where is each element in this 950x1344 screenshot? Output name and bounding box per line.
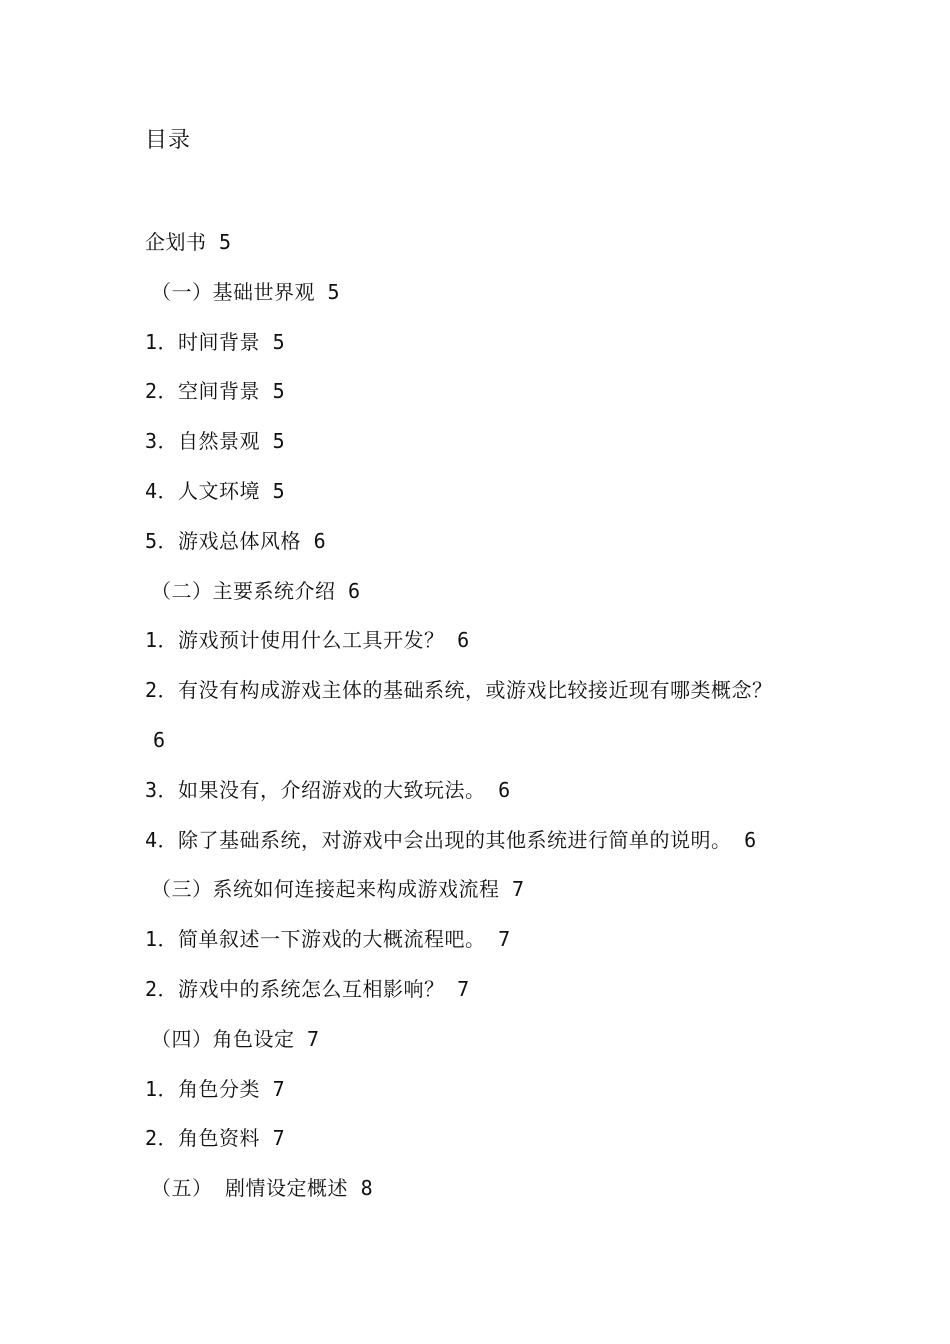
toc-entry[interactable]: 1．角色分类 7: [145, 1076, 286, 1101]
toc-entry[interactable]: 4．除了基础系统，对游戏中会出现的其他系统进行简单的说明。 6: [145, 827, 757, 852]
toc-entry-section[interactable]: （五） 剧情设定概述 8: [151, 1176, 374, 1201]
toc-entry-section[interactable]: （三）系统如何连接起来构成游戏流程 7: [151, 877, 525, 902]
toc-entry[interactable]: 5．游戏总体风格 6: [145, 528, 327, 553]
toc-entry[interactable]: 2．角色资料 7: [145, 1126, 286, 1151]
toc-entry-page-number[interactable]: 6: [153, 727, 166, 752]
page-title: 目录: [145, 128, 192, 153]
toc-entry[interactable]: 1．时间背景 5: [145, 329, 286, 354]
toc-entry[interactable]: 2．游戏中的系统怎么互相影响？ 7: [145, 976, 470, 1001]
toc-entry-chapter[interactable]: 企划书 5: [145, 230, 232, 254]
table-of-contents: [145, 225, 845, 1221]
toc-entry-section[interactable]: （二）主要系统介绍 6: [151, 578, 361, 603]
toc-entry-section[interactable]: （一）基础世界观 5: [151, 279, 341, 304]
toc-entry[interactable]: 2．有没有构成游戏主体的基础系统，或游戏比较接近现有哪类概念？: [145, 678, 773, 703]
toc-entry-section[interactable]: （四）角色设定 7: [151, 1026, 320, 1051]
toc-entry[interactable]: 1．简单叙述一下游戏的大概流程吧。 7: [145, 927, 511, 952]
toc-entry[interactable]: 3．自然景观 5: [145, 429, 286, 454]
toc-entry[interactable]: 4．人文环境 5: [145, 478, 286, 503]
toc-entry[interactable]: 3．如果没有，介绍游戏的大致玩法。 6: [145, 777, 511, 802]
toc-entry[interactable]: 2．空间背景 5: [145, 379, 286, 404]
toc-entry[interactable]: 1．游戏预计使用什么工具开发？ 6: [145, 628, 470, 653]
